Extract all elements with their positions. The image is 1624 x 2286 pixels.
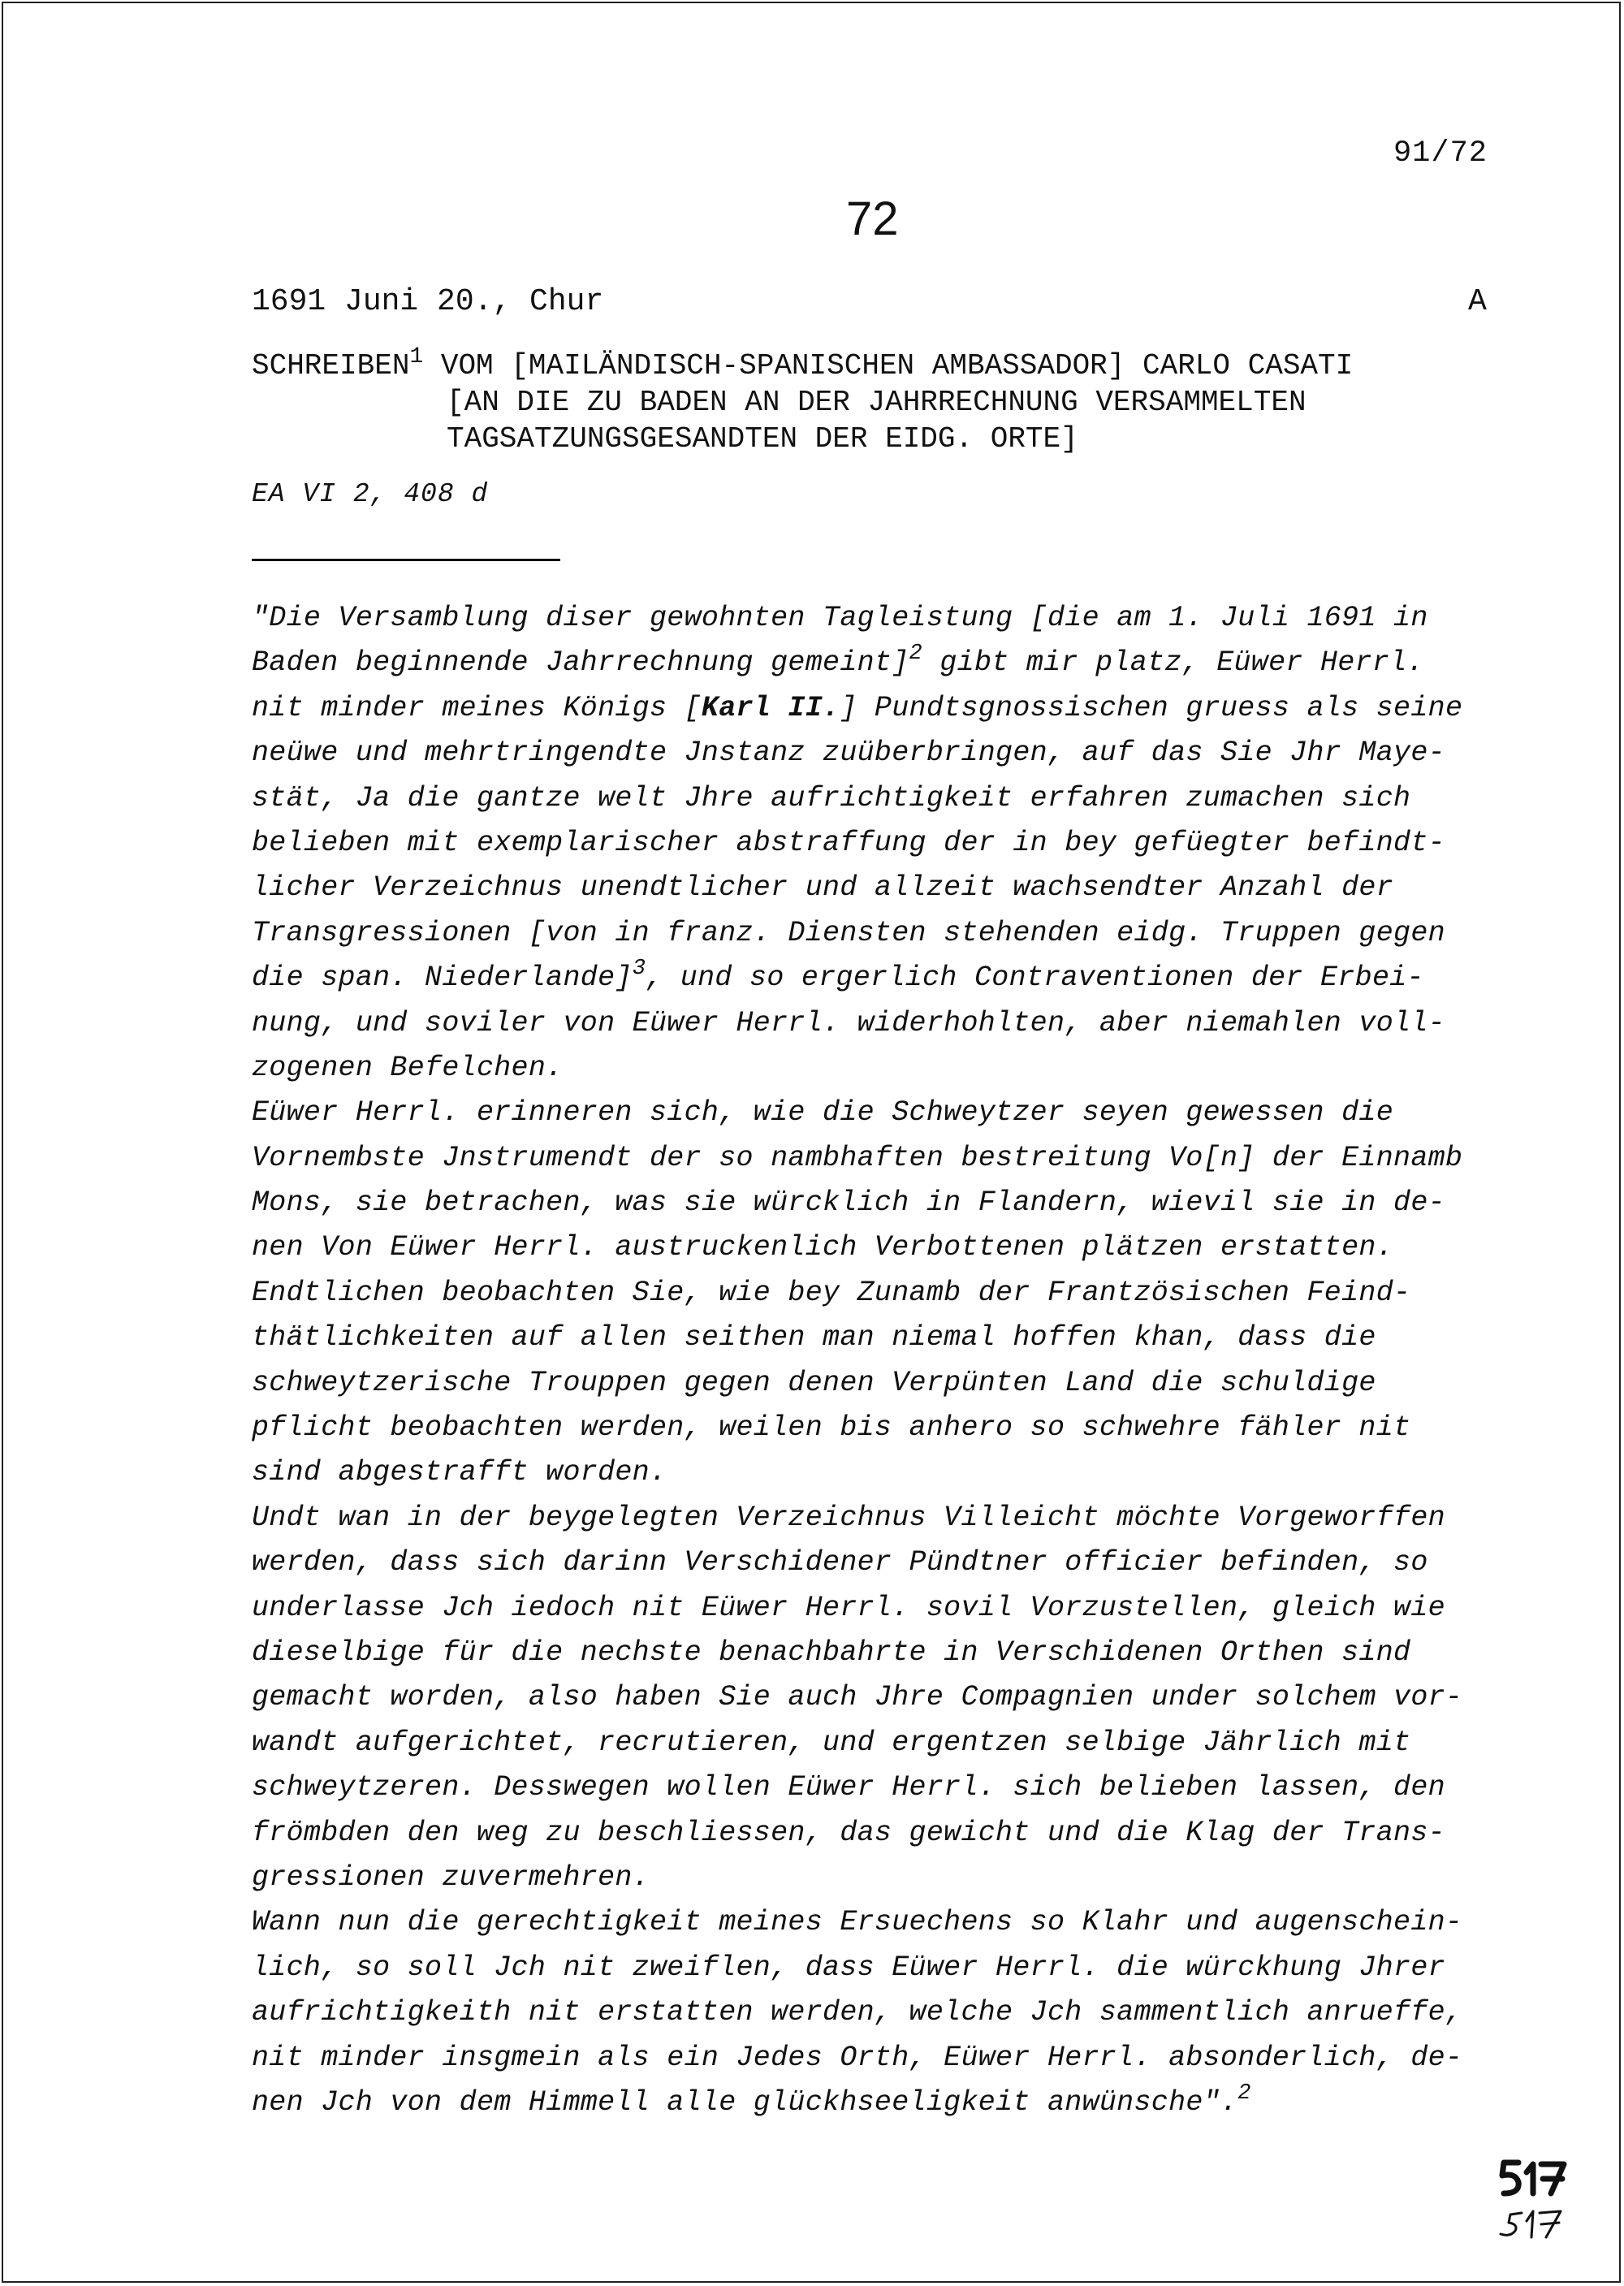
body-line: sind abgestrafft worden. [252,1456,667,1489]
archive-number-bottom-glyphs [1501,2211,1561,2237]
body-line: Mons, sie betrachen, was sie würcklich in Flandern, wievil sie in de- [252,1186,1445,1220]
footnote-ref: 2 [1237,2081,1251,2106]
reference-number: 91/72 [1393,136,1488,171]
body-line: Vornembste Jnstrumendt der so nambhaften bestreitung Vo[n] der Einnamb [252,1141,1463,1174]
body-text-segment: nit minder meines Königs [ [252,691,702,724]
letter-body [252,596,1502,2125]
document-number: 72 [846,192,899,245]
handwritten-archive-number [1494,2156,1583,2245]
body-text-segment: Baden beginnende Jahrrechnung gemeint] [252,646,909,680]
heading-lead-word: SCHREIBEN [252,349,410,382]
body-line: neüwe und mehrtringendte Jnstanz zuüberbringen, auf das Sie Jhr Maye- [252,737,1445,770]
body-line: dieselbige für die nechste benachbahrte in Verschidenen Orthen sind [252,1636,1411,1669]
body-text-segment: die span. Niederlande] [252,962,633,995]
body-line: wandt aufgerichtet, recrutieren, und ergentzen selbige Jährlich mit [252,1726,1411,1759]
body-line: Transgressionen [von in franz. Diensten stehenden eidg. Truppen gegen [252,916,1445,949]
body-text-segment: , und so ergerlich Contraventionen der Erbei- [646,962,1424,995]
heading-line2: [AN DIE ZU BADEN AN DER JAHRRECHNUNG VERSAMMELTEN [447,386,1307,419]
body-line [252,2081,1502,2125]
source-reference: EA VI 2, 408 d [252,479,489,509]
footnote-ref: 2 [909,642,923,667]
body-line: underlasse Jch iedoch nit Eüwer Herrl. sovil Vorzustellen, gleich wie [252,1591,1445,1624]
body-line [252,956,1502,1000]
body-line: lich, so soll Jch nit zweiflen, dass Eüwer Herrl. die würckhung Jhrer [252,1951,1445,1984]
body-line: nung, und soviler von Eüwer Herrl. widerhohlten, aber niemahlen voll- [252,1006,1445,1039]
body-text-segment: ] Pundtsgnossischen gruess als seine [840,691,1463,724]
body-line: licher Verzeichnus unendtlicher und allzeit wachsendter Anzahl der [252,871,1394,905]
body-line: Eüwer Herrl. erinneren sich, wie die Schweytzer seyen gewessen die [252,1096,1394,1130]
body-line: nen Von Eüwer Herrl. austruckenlich Verbottenen plätzen erstatten. [252,1231,1394,1264]
body-line [252,686,1502,731]
date-place: 1691 Juni 20., Chur [252,284,604,319]
body-line: stät, Ja die gantze welt Jhre aufrichtigkeit erfahren zumachen sich [252,781,1411,815]
body-line: frömbden den weg zu beschliessen, das gewicht und die Klag der Trans- [252,1816,1445,1849]
body-line: gressionen zuvermehren. [252,1860,650,1894]
archive-number-top-glyphs [1502,2163,1564,2193]
body-line: belieben mit exemplarischer abstraffung der in bey gefüegter befindt- [252,826,1445,859]
body-line: "Die Versamblung diser gewohnten Tagleistung [die am 1. Juli 1691 in [252,602,1428,634]
document-heading [252,344,1518,457]
body-line: aufrichtigkeith nit erstatten werden, welche Jch sammentlich anrueffe, [252,1996,1463,2029]
body-line [252,641,1502,685]
body-line: gemacht worden, also haben Sie auch Jhre Compagnien under solchem vor- [252,1681,1463,1714]
body-line: Wann nun die gerechtigkeit meines Ersuechens so Klahr und augenschein- [252,1906,1463,1939]
body-line: pflicht beobachten werden, weilen bis anhero so schwehre fähler nit [252,1411,1411,1445]
heading-line1: VOM [MAILÄNDISCH-SPANISCHEN AMBASSADOR] CARLO CASATI [423,349,1354,382]
body-bold-segment: Karl II. [701,691,840,724]
body-text-segment: gibt mir platz, Eüwer Herrl. [922,646,1424,680]
body-line: schweytzeren. Desswegen wollen Eüwer Herrl. sich belieben lassen, den [252,1771,1445,1804]
body-line: nit minder insgmein als ein Jedes Orth, Eüwer Herrl. absonderlich, de- [252,2041,1463,2074]
footnote-ref: 3 [632,957,646,982]
body-line: Undt wan in der beygelegten Verzeichnus Villeicht möchte Vorgeworffen [252,1501,1445,1534]
letter-mark: A [1468,284,1487,319]
body-line: Endtlichen beobachten Sie, wie bey Zunamb der Frantzösischen Feind- [252,1276,1411,1309]
body-line: zogenen Befelchen. [252,1051,564,1084]
body-text-segment: nen Jch von dem Himmell alle glückhseeligkeit anwünsche". [252,2085,1238,2119]
heading-line3: TAGSATZUNGSGESANDTEN DER EIDG. ORTE] [447,422,1078,456]
body-line: schweytzerische Trouppen gegen denen Verpünten Land die schuldige [252,1366,1376,1399]
separator-rule [252,559,560,561]
body-line: werden, dass sich darinn Verschidener Pündtner officier befinden, so [252,1546,1428,1579]
heading-footnote: 1 [409,344,424,369]
body-line: thätlichkeiten auf allen seithen man niemal hoffen khan, dass die [252,1321,1376,1355]
